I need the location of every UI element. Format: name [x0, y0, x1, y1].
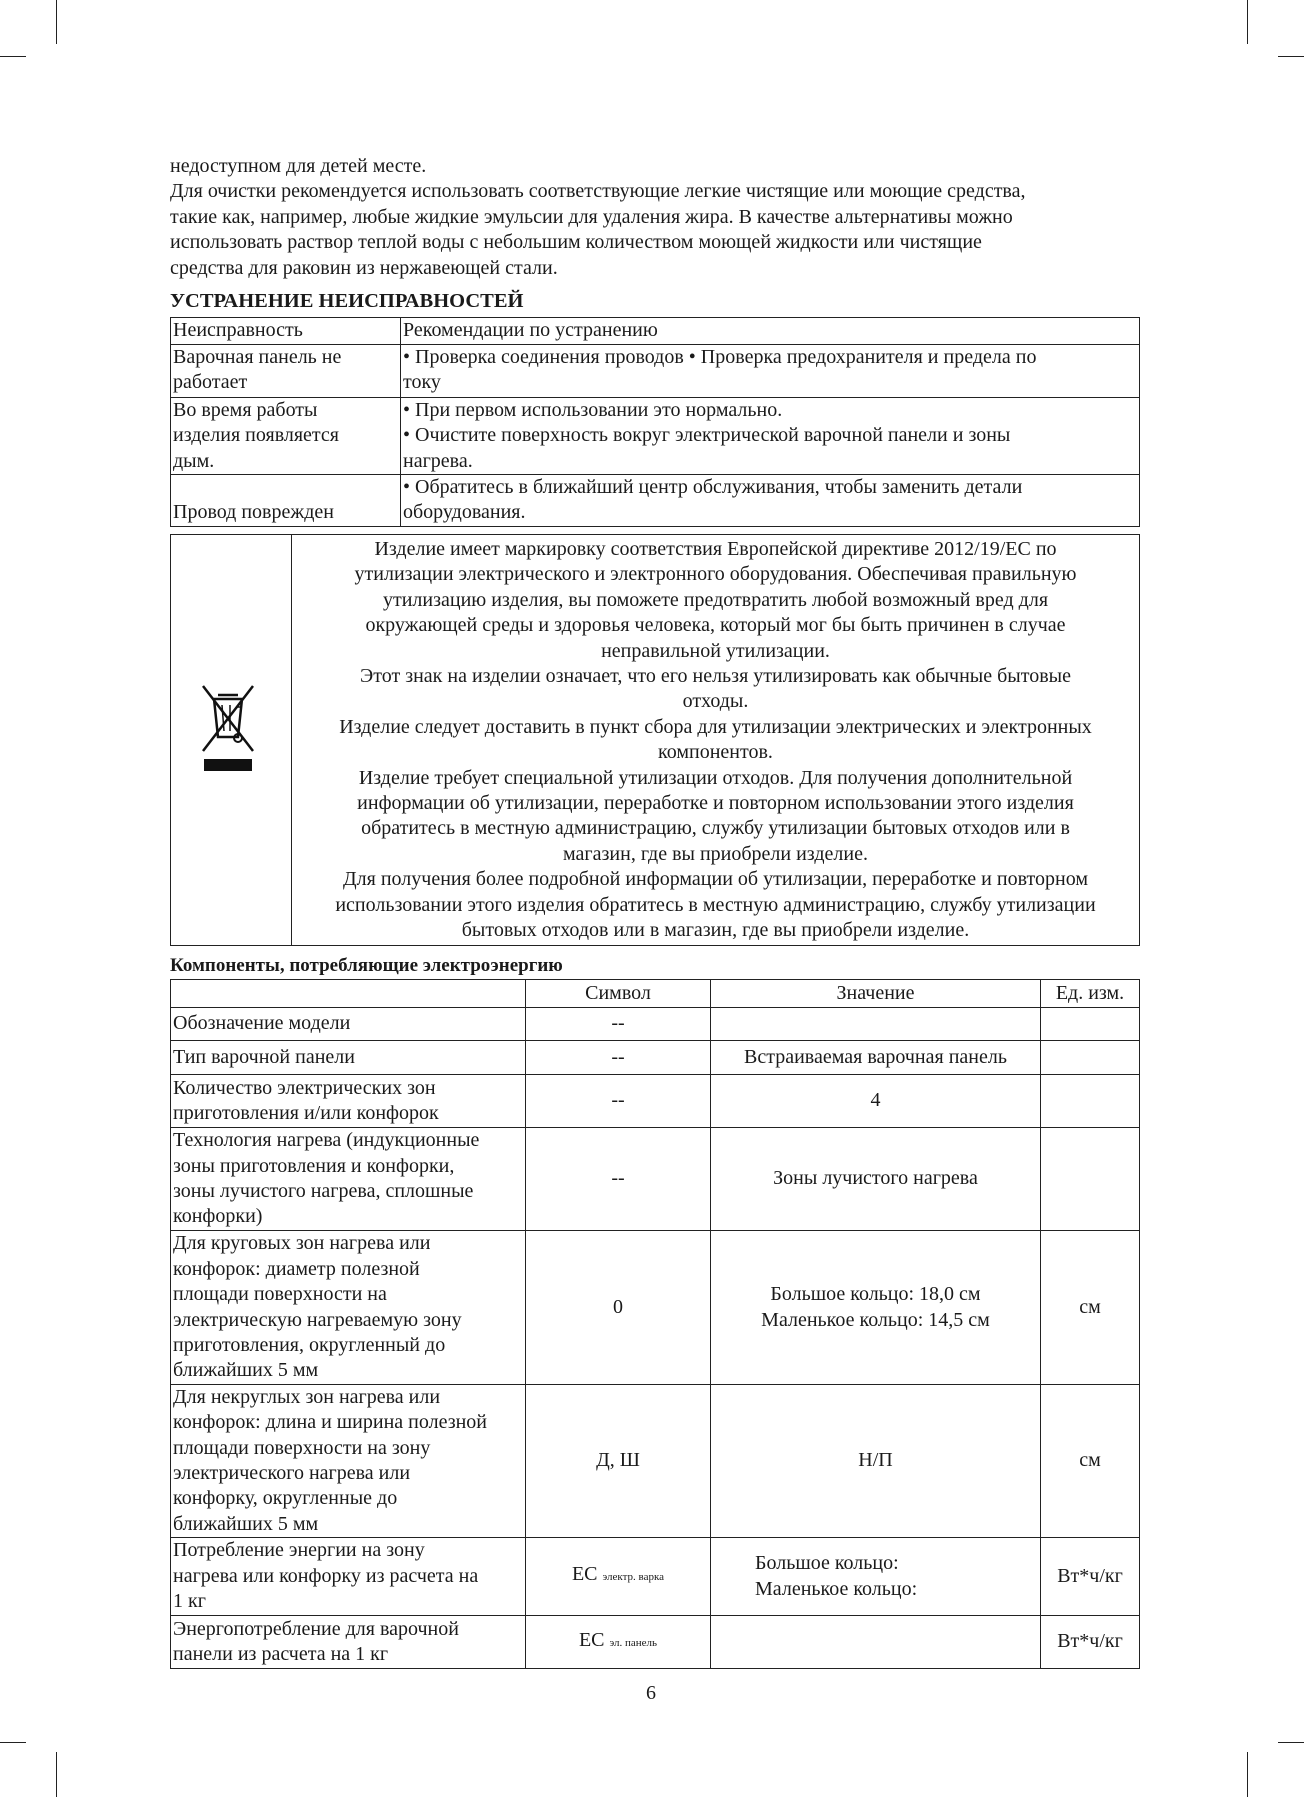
troubleshooting-heading: УСТРАНЕНИЕ НЕИСПРАВНОСТЕЙ — [170, 290, 524, 312]
value-text: Большое кольцо: 18,0 см — [770, 1283, 981, 1306]
parameter-name: Обозначение модели — [173, 1012, 351, 1035]
crossed-out-wheelie-bin-icon — [200, 683, 256, 773]
unit-text — [1088, 1088, 1093, 1113]
unit-cell — [1040, 1230, 1140, 1385]
unit-cell — [1040, 1040, 1140, 1075]
problem-text: Неисправность — [173, 319, 303, 341]
unit-text: Вт*ч/кг — [1057, 1564, 1123, 1587]
unit-text — [1088, 1166, 1093, 1191]
parameter-name: конфорок: длина и ширина полезной — [173, 1411, 488, 1434]
parameter-name: панели из расчета на 1 кг — [173, 1643, 389, 1665]
value-text: Большое кольцо: — [755, 1552, 899, 1575]
solution-text: нагрева. — [403, 449, 473, 472]
unit-cell — [1040, 1384, 1140, 1538]
unit-text — [1088, 1045, 1093, 1070]
parameter-name: площади поверхности на зону — [173, 1436, 431, 1459]
value-cell — [710, 1615, 1041, 1669]
parameter-name: Количество электрических зон — [173, 1076, 436, 1099]
value-cell — [710, 1007, 1041, 1041]
parameter-name: приготовления, округленный до — [173, 1333, 446, 1356]
symbol-text: 0 — [613, 1295, 623, 1318]
weee-text-cell — [291, 534, 1140, 946]
value-cell — [710, 1230, 1041, 1385]
symbol-cell — [525, 1384, 711, 1538]
symbol-text — [579, 1628, 657, 1656]
weee-text-line: Для получения более подробной информации об утилизации, переработке и повторном — [343, 868, 1088, 891]
crop-mark — [0, 1742, 26, 1743]
crop-mark — [1278, 1742, 1304, 1743]
value-text: Маленькое кольцо: — [755, 1577, 918, 1600]
crop-mark — [56, 0, 57, 44]
value-text: 4 — [870, 1089, 881, 1112]
parameter-name: Энергопотребление для варочной — [173, 1617, 459, 1640]
solution-text: • Очистите поверхность вокруг электрической варочной панели и зоны — [403, 424, 1011, 447]
unit-cell — [1040, 1074, 1140, 1128]
parameter-name: Для круговых зон нагрева или — [173, 1232, 431, 1255]
parameter-name: нагрева или конфорку из расчета на — [173, 1564, 479, 1587]
value-text: Значение — [836, 981, 915, 1004]
unit-cell — [1040, 1615, 1140, 1669]
value-text: Маленькое кольцо: 14,5 см — [761, 1308, 990, 1331]
solution-cell — [400, 474, 1140, 527]
weee-text-line: Изделие имеет маркировку соответствия Европейской директиве 2012/19/ЕС по — [374, 538, 1057, 560]
parameter-name: конфорку, округленные до — [173, 1487, 398, 1510]
weee-text-line: окружающей среды и здоровья человека, который мог бы быть причинен в случае — [365, 614, 1066, 637]
unit-text: см — [1079, 1295, 1101, 1318]
symbol-text: -- — [611, 1012, 625, 1035]
weee-text-line: отходы. — [682, 690, 749, 713]
value-cell — [710, 1127, 1041, 1231]
symbol-text: -- — [611, 1045, 625, 1068]
intro-paragraph — [170, 154, 1026, 281]
weee-text-line: утилизацию изделия, вы поможете предотвратить любой возможный вред для — [382, 588, 1049, 611]
problem-cell — [170, 344, 401, 398]
unit-cell — [1040, 1127, 1140, 1231]
parameter-name: 1 кг — [173, 1590, 206, 1613]
weee-text-line: бытовых отходов или в магазин, где вы приобрели изделие. — [461, 919, 970, 942]
solution-text: • При первом использовании это нормально. — [403, 399, 783, 421]
symbol-cell — [525, 1007, 711, 1041]
value-text — [873, 1011, 878, 1036]
parameter-name: приготовления и/или конфорок — [173, 1102, 439, 1124]
problem-cell — [170, 317, 401, 345]
weee-text-line: компонентов. — [658, 741, 773, 764]
components-heading: Компоненты, потребляющие электроэнергию — [170, 955, 563, 976]
parameter-name: ближайших 5 мм — [173, 1359, 319, 1382]
parameter-name: конфорок: диаметр полезной — [173, 1257, 420, 1280]
symbol-subscript: эл. панель — [609, 1636, 658, 1649]
parameter-cell — [170, 1127, 526, 1231]
weee-text-line: использовании этого изделия обратитесь в местную администрацию, службу утилизации — [335, 893, 1096, 916]
problem-text: изделия появляется — [173, 424, 339, 447]
symbol-text: -- — [611, 1167, 625, 1190]
parameter-cell — [170, 1537, 526, 1616]
parameter-name: Технология нагрева (индукционные — [173, 1129, 480, 1152]
value-text: Зоны лучистого нагрева — [773, 1167, 978, 1190]
problem-cell — [170, 474, 401, 527]
unit-cell — [1040, 979, 1140, 1008]
symbol-cell — [525, 1040, 711, 1075]
symbol-cell — [525, 979, 711, 1008]
parameter-name: Потребление энергии на зону — [173, 1539, 425, 1562]
paragraph-line: использовать раствор теплой воды с небольшим количеством моющей жидкости или чистящие — [170, 231, 982, 254]
problem-text: Во время работы — [173, 399, 318, 421]
problem-text — [173, 475, 398, 500]
parameter-cell — [170, 1040, 526, 1075]
crop-mark — [0, 56, 26, 57]
weee-text-line: магазин, где вы приобрели изделие. — [563, 842, 868, 865]
parameter-name: зоны приготовления и конфорки, — [173, 1154, 455, 1177]
paragraph-line: недоступном для детей месте. — [170, 155, 427, 177]
symbol-cell — [525, 1074, 711, 1128]
symbol-subscript: электр. варка — [602, 1571, 665, 1584]
weee-text-line: Этот знак на изделии означает, что его нельзя утилизировать как обычные бытовые — [360, 665, 1071, 688]
crop-mark — [1278, 56, 1304, 57]
value-cell — [710, 1040, 1041, 1075]
parameter-cell — [170, 1230, 526, 1385]
weee-text-line: утилизации электрического и электронного оборудования. Обеспечивая правильную — [354, 563, 1077, 586]
weee-text-line: обратитесь в местную администрацию, службу утилизации бытовых отходов или в — [361, 817, 1070, 840]
weee-text-line: Изделие следует доставить в пункт сбора для утилизации электрических и электронных — [339, 715, 1092, 738]
symbol-cell — [525, 1615, 711, 1669]
unit-cell — [1040, 1007, 1140, 1041]
solution-text: оборудования. — [403, 501, 526, 524]
problem-text: дым. — [173, 449, 215, 472]
symbol-text: Д, Ш — [596, 1449, 640, 1472]
parameter-cell — [170, 1074, 526, 1128]
solution-cell — [400, 344, 1140, 398]
parameter-name: электрического нагрева или — [173, 1462, 411, 1484]
symbol-text: -- — [611, 1089, 625, 1112]
weee-text-line: Изделие требует специальной утилизации отходов. Для получения дополнительной — [358, 766, 1073, 789]
symbol-text: Символ — [585, 981, 651, 1004]
parameter-cell — [170, 1615, 526, 1669]
value-text: Встраиваемая варочная панель — [744, 1045, 1007, 1068]
symbol-main: EC — [578, 1628, 605, 1651]
weee-icon-cell — [170, 534, 292, 946]
value-cell — [710, 1537, 1041, 1616]
unit-cell — [1040, 1537, 1140, 1616]
page-number: 6 — [646, 1682, 656, 1704]
unit-text — [1088, 1011, 1093, 1036]
problem-text: работает — [173, 371, 248, 394]
solution-cell — [400, 397, 1140, 475]
parameter-name: Для некруглых зон нагрева или — [173, 1385, 441, 1408]
parameter-cell — [170, 979, 526, 1008]
solution-text: току — [403, 371, 441, 394]
solution-text: • Обратитесь в ближайший центр обслуживания, чтобы заменить детали — [403, 476, 1023, 498]
paragraph-line: Для очистки рекомендуется использовать соответствующие легкие чистящие или моющие средства, — [170, 180, 1026, 203]
symbol-text — [572, 1562, 664, 1590]
crop-mark — [56, 1752, 57, 1797]
parameter-name: площади поверхности на — [173, 1283, 387, 1306]
crop-mark — [1247, 0, 1248, 44]
paragraph-line: такие как, например, любые жидкие эмульсии для удаления жира. В качестве альтернативы можно — [170, 205, 1013, 228]
symbol-main: EC — [571, 1563, 598, 1586]
symbol-cell — [525, 1537, 711, 1616]
paragraph-line: средства для раковин из нержавеющей стали. — [170, 256, 558, 279]
value-cell — [710, 979, 1041, 1008]
parameter-cell — [170, 1384, 526, 1538]
value-cell — [710, 1074, 1041, 1128]
unit-text: Вт*ч/кг — [1057, 1630, 1123, 1653]
parameter-name: зоны лучистого нагрева, сплошные — [173, 1180, 474, 1202]
parameter-name: электрическую нагреваемую зону — [173, 1308, 462, 1331]
parameter-name: ближайших 5 мм — [173, 1512, 319, 1535]
weee-text-line: информации об утилизации, переработке и повторном использовании этого изделия — [357, 792, 1074, 815]
unit-text: см — [1079, 1449, 1101, 1472]
value-text: Н/П — [858, 1449, 893, 1472]
solution-cell — [400, 317, 1140, 345]
problem-cell — [170, 397, 401, 475]
parameter-name: Тип варочной панели — [173, 1045, 355, 1068]
value-cell — [710, 1384, 1041, 1538]
parameter-cell — [170, 1007, 526, 1041]
symbol-cell — [525, 1230, 711, 1385]
solution-text: Рекомендации по устранению — [403, 319, 658, 341]
symbol-cell — [525, 1127, 711, 1231]
parameter-name — [173, 980, 523, 1005]
solution-text: • Проверка соединения проводов • Проверка предохранителя и предела по — [403, 346, 1037, 368]
crop-mark — [1247, 1752, 1248, 1797]
unit-text: Ед. изм. — [1055, 981, 1125, 1004]
problem-text: Варочная панель не — [173, 346, 342, 368]
value-text — [873, 1629, 878, 1654]
weee-text-line: неправильной утилизации. — [601, 639, 830, 662]
problem-text: Провод поврежден — [173, 501, 334, 524]
parameter-name: конфорки) — [173, 1205, 263, 1228]
